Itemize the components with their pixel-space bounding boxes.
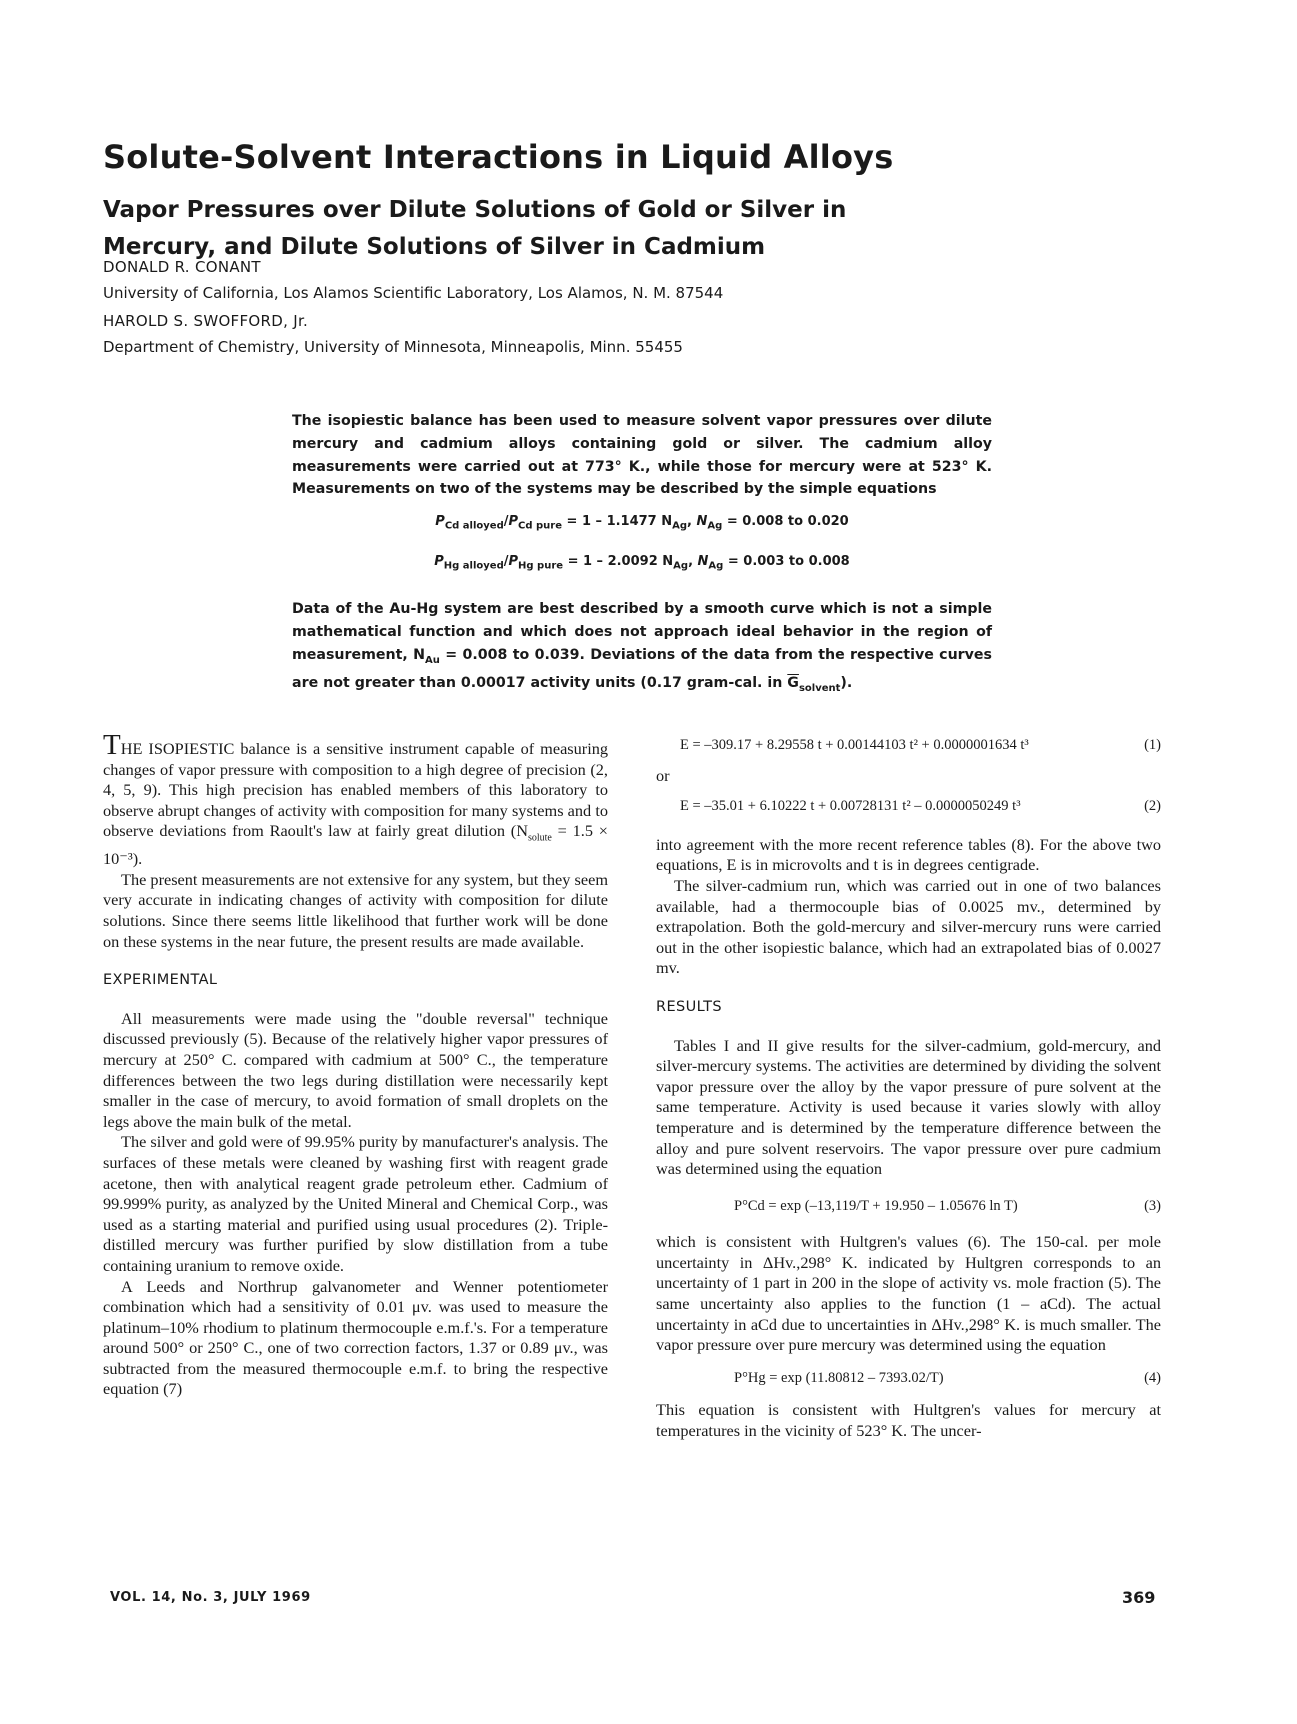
abstract-text: = 0.008 to 0.039. Deviations of the data from the respective curves are not greater than 0.00017 activity units (0.17 gram-cal. in (292, 646, 992, 692)
results-paragraph: This equation is consistent with Hultgren's values for mercury at temperatures in the vicinity of 523° K. The uncer- (656, 1400, 1161, 1441)
equation-1 (656, 735, 1161, 756)
abstract-equation-2: $P_{Hg alloyed}/P_{Hg pure} = 1 - 2.0092$ $N_{Ag}$, $N_{Ag} = 0.003$ to 0.008 (434, 553, 850, 572)
intro-paragraph: THE ISOPIESTIC balance is a sensitive instrument capable of measuring changes of vapor pressure with composition to a high degree of precision (2, 4, 5, 9). This high precision has enabled members of this laboratory to observe abrupt changes of activity with composition for many systems and to observe deviations from Raoult's law at fairly great dilution $(N_{solute} = 1.5 \times 10^{-3})$. (103, 729, 608, 869)
abstract-equation-2-range: = 0.003 to 0.008 (727, 553, 850, 569)
abstract-text: Data of the Au-Hg system are best described by a smooth curve which is not a simple mathematical function and which does not approach ideal behavior in the region of measurement, N (292, 600, 992, 663)
equation-4-number: (4) (1144, 1369, 1161, 1386)
drop-cap: T (103, 729, 121, 761)
abstract-equation-1: $P_{Cd alloyed}/P_{Cd pure} = 1 - 1.1477$ $N_{Ag}$, $N_{Ag} = 0.008$ to 0.020 (435, 514, 849, 532)
author-name: DONALD R. CONANT (103, 258, 261, 276)
equation-4-expression: P°Hg = exp (11.80812 – 7393.02/T) (734, 1369, 944, 1386)
equation-1-expression: E = –309.17 + 8.29558 t + 0.00144103 t² + 0.0000001634 t³ (680, 737, 1029, 753)
equation-1-number: (1) (1144, 737, 1161, 753)
equation-4 (656, 1368, 1161, 1389)
abstract (292, 410, 992, 701)
experimental-paragraph: The silver and gold were of 99.95% purity by manufacturer's analysis. The surfaces of these metals were cleaned by washing first with reagent grade acetone, then with analytical reagent grade petroleum ether. Cadmium of 99.999% purity, as analyzed by the United Mineral and Chemical Corp., was used as a starting material and purified using usual procedures (2). Triple-distilled mercury was further purified by slow distillation from a tube containing uranium to remove oxide. (103, 1132, 608, 1275)
results-paragraph: Tables I and II give results for the silver-cadmium, gold-mercury, and silver-mercury systems. The activities are determined by dividing the solvent vapor pressure over the alloy by the vapor pressure of pure solvent at the same temperature. Activity is used because it varies slowly with alloy temperature and is determined by the temperature difference between the alloy and pure solvent reservoirs. The vapor pressure over pure cadmium was determined using the equation (656, 1035, 1161, 1179)
section-heading-results: RESULTS (656, 998, 722, 1015)
or-label: or (656, 765, 670, 785)
abstract-equation-1-range: = 0.008 to 0.020 (726, 514, 849, 530)
results-paragraph: which is consistent with Hultgren's values (6). The 150-cal. per mole uncertainty in ΔHv.,298° K. indicated by Hultgren corresponds to an uncertainty of 1 part in 200 in the slope of activity vs. mole fraction (5). The same uncertainty also applies to the function (1 – aCd). The actual uncertainty in aCd due to uncertainties in ΔHv.,298° K. is much smaller. The vapor pressure over pure mercury was determined using the equation (656, 1232, 1161, 1355)
equation-3 (656, 1196, 1161, 1217)
author-affiliation: Department of Chemistry, University of Minnesota, Minneapolis, Minn. 55455 (103, 338, 683, 356)
article-subtitle: Vapor Pressures over Dilute Solutions of Gold or Silver in Mercury, and Dilute Solutions of Silver in Cadmium (103, 197, 847, 260)
abstract-paragraph: The isopiestic balance has been used to measure solvent vapor pressures over dilute mercury and cadmium alloys containing gold or silver. The cadmium alloy measurements were carried out at 773° K., while those for mercury were at 523° K. Measurements on two of the systems may be described by the simple equations (292, 413, 992, 498)
intro-text: = 1.5 × 10⁻³). (103, 821, 608, 869)
body-paragraph: The silver-cadmium run, which was carried out in one of two balances available, had a thermocouple bias of 0.0025 mv., determined by extrapolation. Both the gold-mercury and silver-mercury runs were carried out in the other isopiestic balance, which had an extrapolated bias of 0.0027 mv. (656, 875, 1161, 978)
author-name: HAROLD S. SWOFFORD, Jr. (103, 312, 309, 330)
experimental-paragraph: All measurements were made using the "double reversal" technique discussed previously (5). Because of the relatively higher vapor pressures of mercury at 250° C. compared with cadmium at 500° C., the temperature differences between the two legs during distillation were necessarily kept smaller in the case of mercury, to avoid formation of small droplets on the legs above the main bulk of the metal. (103, 1008, 608, 1131)
abstract-text: ). (840, 675, 853, 692)
abstract-paragraph: Data of the Au-Hg system are best described by a smooth curve which is not a simple mathematical function and which does not approach ideal behavior in the region of measurement, $N_{Au} = 0.008$ to 0.039. Deviations of the data from the respective curves are not greater than 0.00017 activity units (0.17 gram-cal. in $\overline{G}_{solvent}$). (292, 600, 992, 695)
right-column (656, 735, 1161, 1442)
equation-2-expression: E = –35.01 + 6.10222 t + 0.00728131 t² – 0.0000050249 t³ (680, 798, 1021, 815)
abstract-equation-2-body: = 1 – 2.0092 N (567, 553, 674, 569)
abstract-equation-1-body: = 1 – 1.1477 N (566, 514, 673, 530)
left-column (103, 729, 608, 1400)
page-number: 369 (1122, 1588, 1156, 1607)
equation-2-number: (2) (1144, 798, 1161, 815)
body-paragraph: into agreement with the more recent reference tables (8). For the above two equations, E is in microvolts and t is in degrees centigrade. (656, 834, 1161, 875)
equation-2 (656, 796, 1161, 817)
intro-text: HE ISOPIESTIC balance is a sensitive instrument capable of measuring changes of vapor pressure with composition to a high degree of precision (2, 4, 5, 9). This high precision has enabled members of this laboratory to observe abrupt changes of activity with composition for many systems and to observe deviations from Raoult's law at fairly great dilution (N (103, 739, 608, 841)
journal-volume-info: VOL. 14, No. 3, JULY 1969 (110, 1590, 311, 1605)
equation-3-number: (3) (1144, 1197, 1161, 1214)
section-heading-experimental: EXPERIMENTAL (103, 972, 218, 989)
equation-3-expression: P°Cd = exp (–13,119/T + 19.950 – 1.05676 ln T) (734, 1197, 1018, 1214)
intro-paragraph: The present measurements are not extensive for any system, but they seem very accurate in indicating changes of activity with composition for dilute solutions. Since there seems little likelihood that further work will be done on these systems in the near future, the present results are made available. (103, 869, 608, 951)
author-affiliation: University of California, Los Alamos Scientific Laboratory, Los Alamos, N. M. 87544 (103, 284, 724, 302)
experimental-paragraph: A Leeds and Northrup galvanometer and Wenner potentiometer combination which had a sensitivity of 0.01 μv. was used to measure the platinum–10% rhodium to platinum thermocouple e.m.f.'s. For a temperature around 500° or 250° C., one of two correction factors, 1.37 or 0.89 μv., was subtracted from the measured thermocouple e.m.f. to bring the respective equation (7) (103, 1276, 608, 1399)
article-title: Solute-Solvent Interactions in Liquid Alloys (103, 138, 894, 176)
